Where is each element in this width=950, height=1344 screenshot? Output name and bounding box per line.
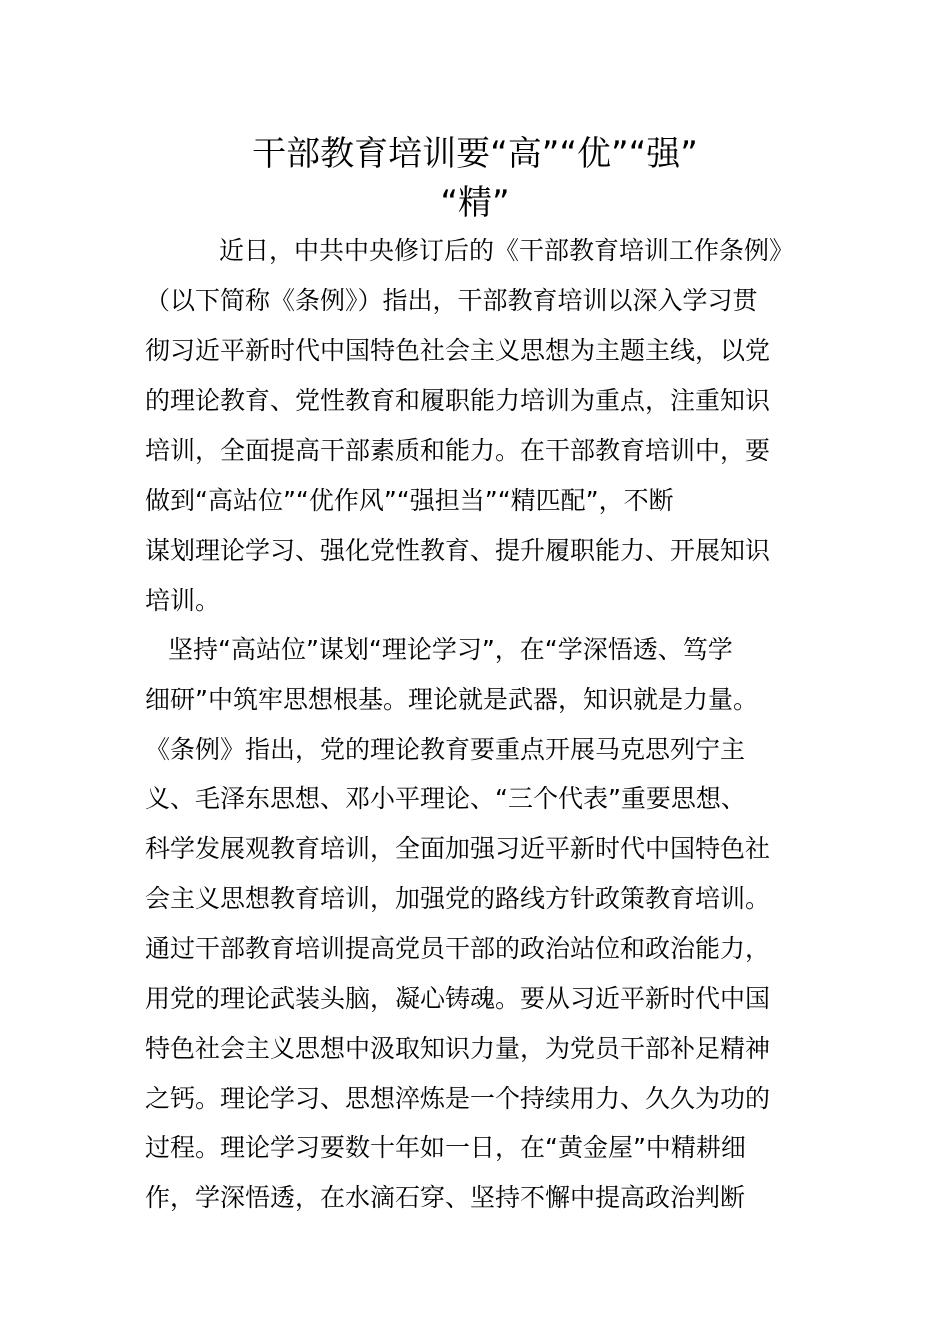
body-line: 过程。理论学习要数十年如一日，在“黄金屋”中精耕细 — [145, 1133, 746, 1162]
body-line: 《条例》指出，党的理论教育要重点开展马克思列宁主 — [145, 735, 746, 764]
body-line: 谋划理论学习、强化党性教育、提升履职能力、开展知识 — [145, 536, 771, 565]
document-title-line-2: “精” — [440, 183, 510, 223]
body-line: 会主义思想教育培训，加强党的路线方针政策教育培训。 — [145, 884, 771, 913]
body-line: 做到“高站位”“优作风”“强担当”“精匹配”，不断 — [145, 486, 674, 515]
body-line: 特色社会主义思想中汲取知识力量，为党员干部补足精神 — [145, 1034, 771, 1063]
body-line: 坚持“高站位”谋划“理论学习”，在“学深悟透、笃学 — [168, 635, 733, 664]
body-line: 近日，中共中央修订后的《干部教育培训工作条例》 — [219, 236, 795, 265]
body-line: （以下简称《条例》）指出，干部教育培训以深入学习贯 — [145, 286, 758, 315]
body-line: 科学发展观教育培训，全面加强习近平新时代中国特色社 — [145, 834, 771, 863]
body-line: 彻习近平新时代中国特色社会主义思想为主题主线，以党 — [145, 336, 771, 365]
document-title-line-1: 干部教育培训要“高”“优”“强” — [252, 134, 698, 174]
body-line: 培训。 — [145, 586, 221, 615]
body-line: 的理论教育、党性教育和履职能力培训为重点，注重知识 — [145, 386, 771, 415]
body-line: 培训，全面提高干部素质和能力。在干部教育培训中，要 — [145, 436, 771, 465]
body-line: 细研”中筑牢思想根基。理论就是武器，知识就是力量。 — [145, 685, 758, 714]
body-line: 通过干部教育培训提高党员干部的政治站位和政治能力， — [145, 934, 771, 963]
body-line: 之钙。理论学习、思想淬炼是一个持续用力、久久为功的 — [145, 1084, 771, 1113]
body-line: 作，学深悟透，在水滴石穿、坚持不懈中提高政治判断 — [145, 1183, 746, 1212]
body-line: 义、毛泽东思想、邓小平理论、“三个代表”重要思想、 — [145, 784, 746, 813]
body-line: 用党的理论武装头脑，凝心铸魂。要从习近平新时代中国 — [145, 984, 771, 1013]
